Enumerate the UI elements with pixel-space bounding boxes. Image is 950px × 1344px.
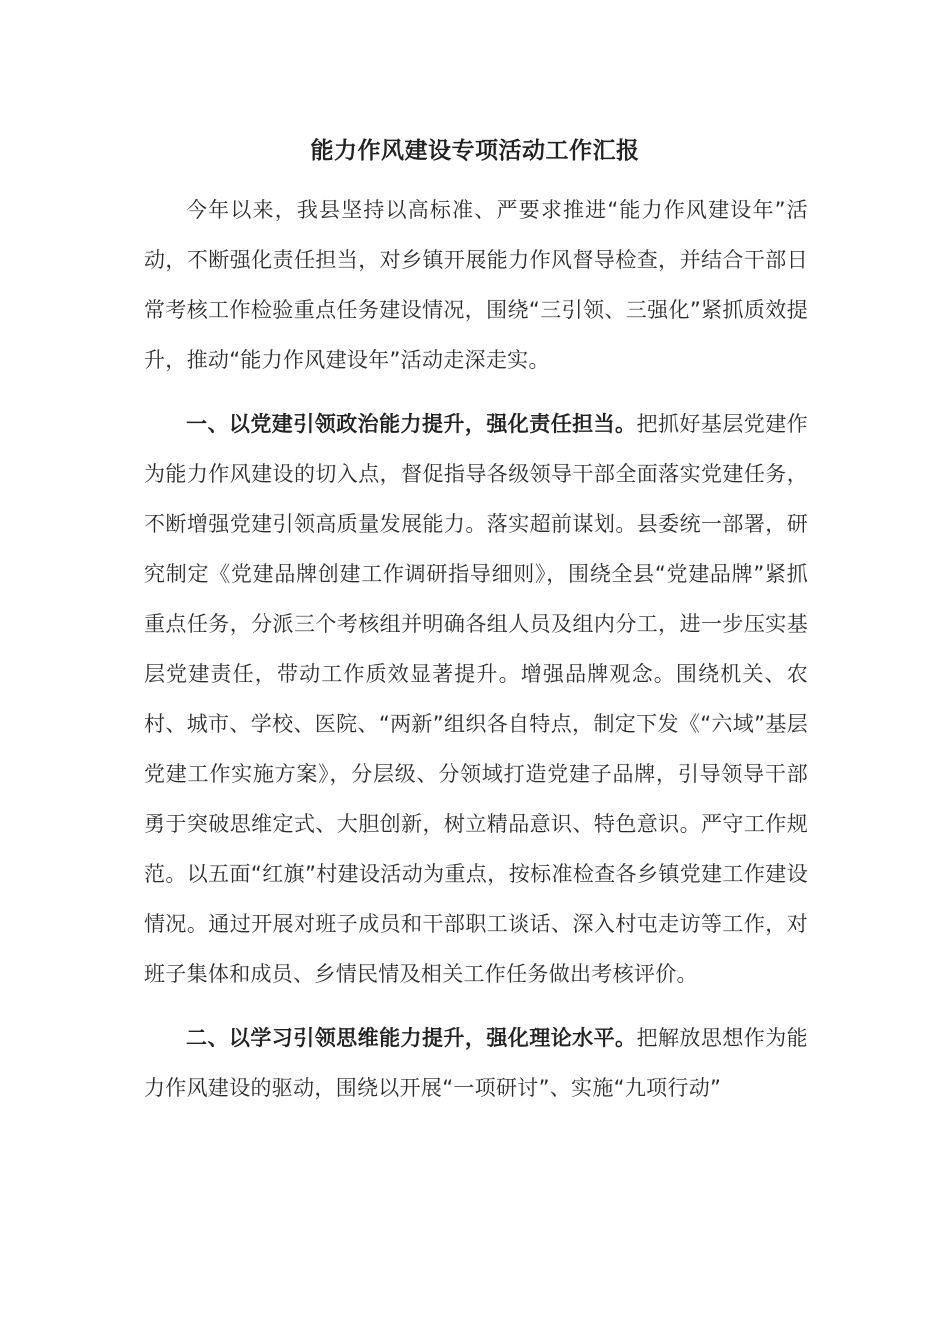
section-one-paragraph <box>144 399 808 999</box>
section-two-heading: 二、以学习引领思维能力提升，强化理论水平。 <box>186 1026 637 1050</box>
section-one-heading: 一、以党建引领政治能力提升，强化责任担当。 <box>186 412 637 436</box>
paragraph-text: 今年以来，我县坚持以高标准、严要求推进“能力作风建设年”活动，不断强化责任担当，对乡镇开展能力作风督导检查，并结合干部日常考核工作检验重点任务建设情况，围绕“三引领、三强化”紧抓质效提升，推动“能力作风建设年”活动走深走实。 <box>144 198 808 372</box>
paragraph-text: 把抓好基层党建作为能力作风建设的切入点，督促指导各级领导干部全面落实党建任务，不断增强党建引领高质量发展能力。落实超前谋划。县委统一部署，研究制定《党建品牌创建工作调研指导细则》，围绕全县“党建品牌”紧抓重点任务，分派三个考核组并明确各组人员及组内分工，进一步压实基层党建责任，带动工作质效显著提升。增强品牌观念。围绕机关、农村、城市、学校、医院、“两新”组织各自特点，制定下发《“六域”基层党建工作实施方案》，分层级、分领域打造党建子品牌，引导领导干部勇于突破思维定式、大胆创新，树立精品意识、特色意识。严守工作规范。以五面“红旗”村建设活动为重点，按标准检查各乡镇党建工作建设情况。通过开展对班子成员和干部职工谈话、深入村屯走访等工作，对班子集体和成员、乡情民情及相关工作任务做出考核评价。 <box>144 412 808 986</box>
document-body <box>144 185 808 1113</box>
section-two-paragraph <box>144 1013 808 1113</box>
intro-paragraph <box>144 185 808 385</box>
document-title: 能力作风建设专项活动工作汇报 <box>310 138 640 164</box>
paragraph-text: 把解放思想作为能力作风建设的驱动，围绕以开展“一项研讨”、实施“九项行动” <box>144 1026 808 1100</box>
